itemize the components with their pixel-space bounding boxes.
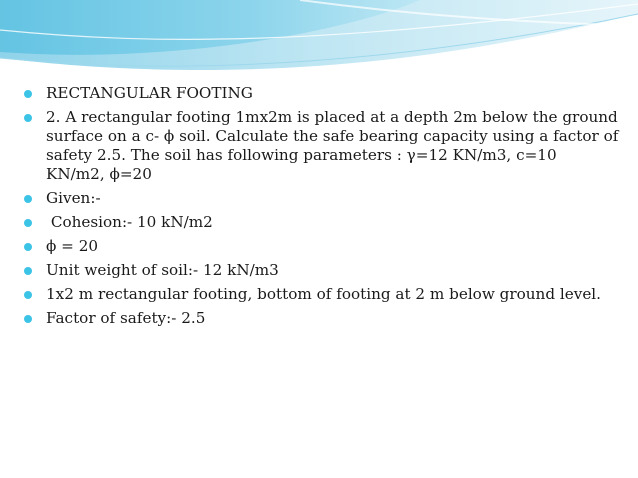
bullet-text: Given:-: [46, 189, 101, 207]
bullet-dot-icon: [24, 219, 32, 227]
bullet-item: [20, 84, 620, 103]
bullet-dot-icon: [24, 114, 32, 122]
bullet-item: [20, 309, 620, 328]
bullet-text: Factor of safety:- 2.5: [46, 309, 206, 327]
bullet-item: [20, 108, 620, 184]
bullet-dot-icon: [24, 90, 32, 98]
bullet-text: Cohesion:- 10 kN/m2: [46, 213, 213, 231]
bullet-item: [20, 261, 620, 280]
bullet-text: RECTANGULAR FOOTING: [46, 84, 253, 102]
bullet-text: 2. A rectangular footing 1mx2m is placed at a depth 2m below the ground surface on a c- ϕ soil. Calculate the safe bearing capacity using a factor of safety 2.5. The soil has following parameters : γ=12 KN/m3, c=10 KN/m2, ϕ=20: [46, 108, 619, 183]
bullet-text: 1x2 m rectangular footing, bottom of footing at 2 m below ground level.: [46, 285, 601, 303]
bullet-dot-icon: [24, 195, 32, 203]
bullet-text: Unit weight of soil:- 12 kN/m3: [46, 261, 279, 279]
bullet-item: [20, 285, 620, 304]
bullet-dot-icon: [24, 291, 32, 299]
header-wave-decoration: [0, 0, 638, 78]
bullet-dot-icon: [24, 243, 32, 251]
bullet-item: [20, 237, 620, 256]
bullet-text: ϕ = 20: [46, 237, 99, 255]
bullet-list: [20, 84, 620, 333]
bullet-dot-icon: [24, 315, 32, 323]
bullet-item: [20, 213, 620, 232]
bullet-dot-icon: [24, 267, 32, 275]
bullet-item: [20, 189, 620, 208]
